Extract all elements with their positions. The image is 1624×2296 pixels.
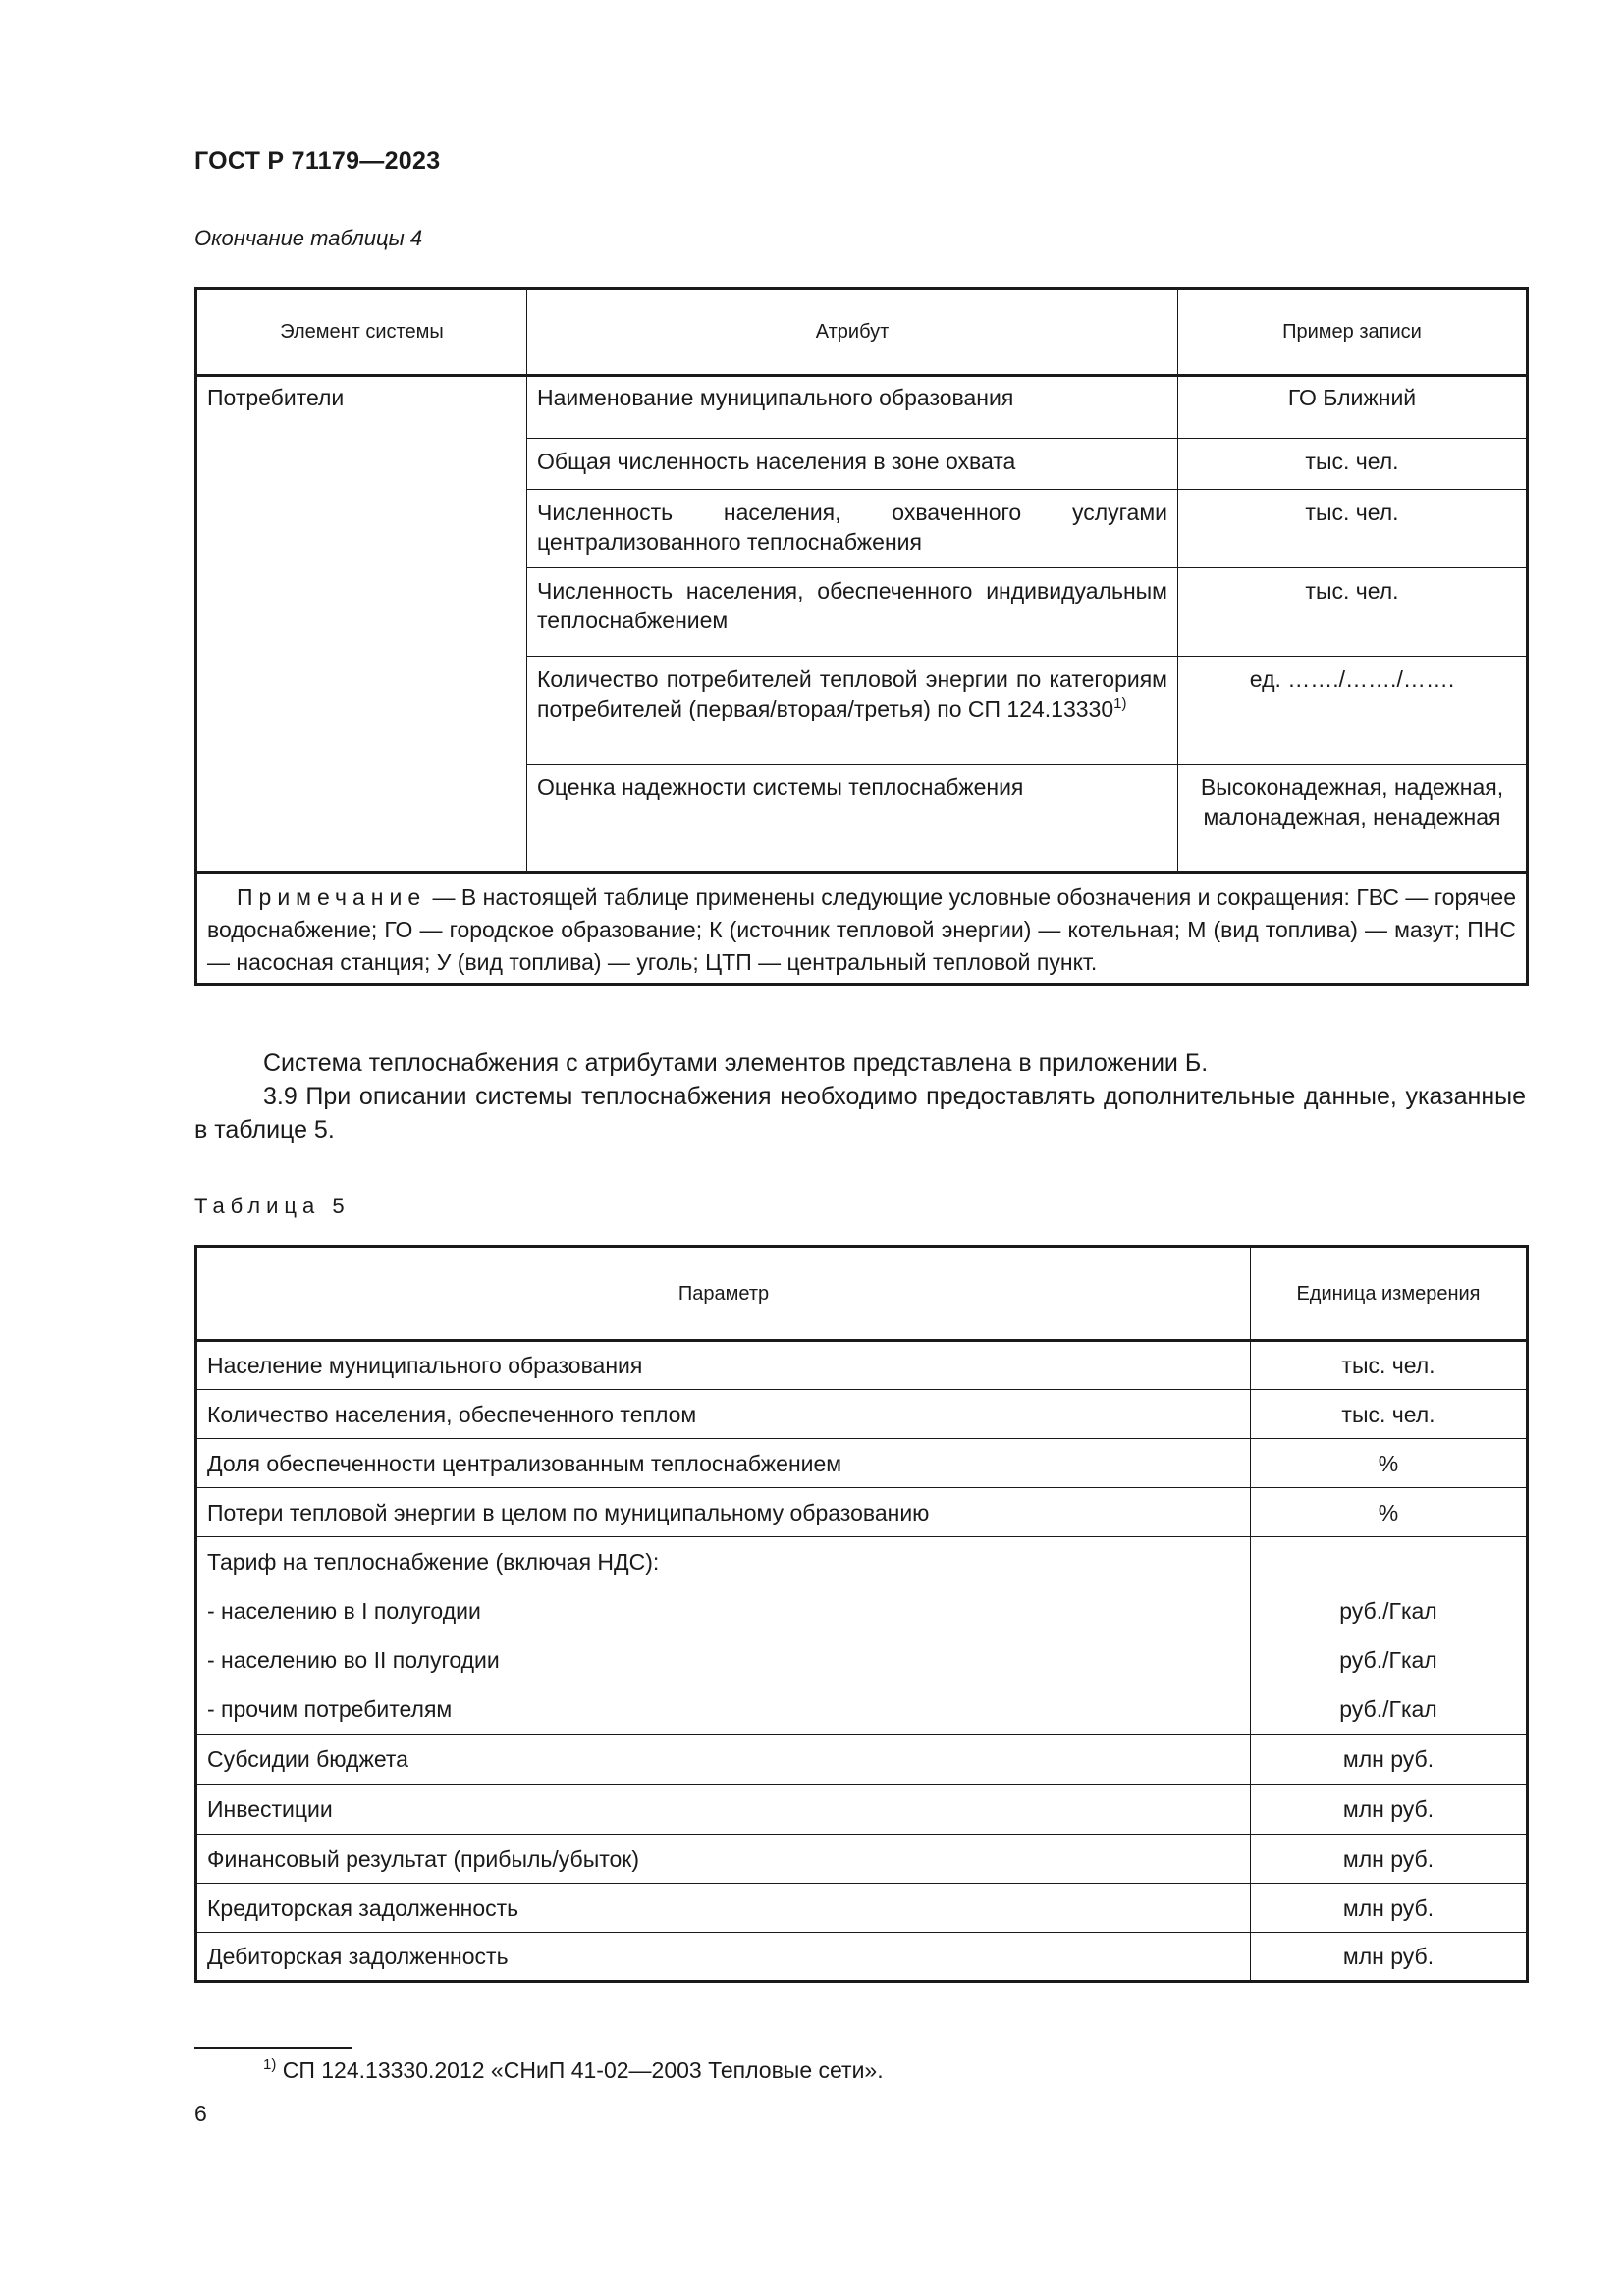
- attribute-text: Количество потребителей тепловой энергии по категориям потребителей (первая/вторая/третья) по СП 124.13330: [537, 667, 1167, 721]
- note-label: Примечание: [237, 884, 427, 910]
- paragraph: Система теплоснабжения с атрибутами элементов представлена в приложении Б.: [263, 1049, 1209, 1077]
- table-row: [196, 1341, 1528, 1390]
- footnote-divider: [194, 2047, 352, 2049]
- footnote-marker: 1): [263, 2056, 277, 2073]
- table-row: [196, 1488, 1528, 1537]
- footnote: [263, 2057, 884, 2084]
- tariff-item: - населению во II полугодии: [207, 1647, 500, 1673]
- unit-cell: млн руб.: [1251, 1884, 1528, 1933]
- unit-cell: млн руб.: [1251, 1785, 1528, 1835]
- attribute-cell: Наименование муниципального образования: [527, 376, 1178, 439]
- example-cell: ГО Ближний: [1178, 376, 1528, 439]
- param-cell: Количество населения, обеспеченного теплом: [196, 1390, 1251, 1439]
- unit-cell: тыс. чел.: [1251, 1390, 1528, 1439]
- unit-cell: %: [1251, 1488, 1528, 1537]
- tariff-title: Тариф на теплоснабжение (включая НДС):: [207, 1549, 660, 1575]
- tariff-unit-blank: [1261, 1537, 1516, 1586]
- table-row: [196, 1933, 1528, 1982]
- tariff-item: - населению в I полугодии: [207, 1598, 481, 1624]
- attribute-cell: Оценка надежности системы теплоснабжения: [527, 765, 1178, 873]
- attribute-cell: [527, 657, 1178, 765]
- unit-cell: %: [1251, 1439, 1528, 1488]
- body-text: [194, 1046, 1526, 1147]
- header-cell: Параметр: [196, 1247, 1251, 1341]
- unit-cell: тыс. чел.: [1251, 1341, 1528, 1390]
- table-header-row: [196, 289, 1528, 376]
- param-cell: Дебиторская задолженность: [196, 1933, 1251, 1982]
- element-cell: Потребители: [196, 376, 527, 873]
- tariff-item: - прочим потребителям: [207, 1696, 453, 1722]
- document-code: ГОСТ Р 71179—2023: [194, 147, 441, 175]
- footnote-text: СП 124.13330.2012 «СНиП 41-02—2003 Тепловые сети».: [276, 2057, 884, 2083]
- table-row: [196, 1884, 1528, 1933]
- unit-cell: млн руб.: [1251, 1835, 1528, 1884]
- example-cell: тыс. чел.: [1178, 439, 1528, 490]
- param-cell: Финансовый результат (прибыль/убыток): [196, 1835, 1251, 1884]
- example-cell: Высоконадежная, надежная, малонадежная, ненадежная: [1178, 765, 1528, 873]
- attribute-cell: Численность населения, охваченного услугами централизованного теплоснабжения: [527, 490, 1178, 568]
- header-cell: Атрибут: [527, 289, 1178, 376]
- table-continuation-caption: Окончание таблицы 4: [194, 226, 423, 250]
- example-cell: тыс. чел.: [1178, 490, 1528, 568]
- note-text: — В настоящей таблице применены следующие условные обозначения и сокращения: ГВС — горячее водоснабжение; ГО — городское образование; К (источник тепловой энергии) — котельная; М (вид топлива) — мазут; ПНС — насосная станция; У (вид топлива) — уголь; ЦТП — центральный тепловой пункт.: [207, 884, 1516, 975]
- header-cell: Пример записи: [1178, 289, 1528, 376]
- tariff-unit-cell: [1251, 1537, 1528, 1735]
- table-row: [196, 1390, 1528, 1439]
- param-cell: Население муниципального образования: [196, 1341, 1251, 1390]
- table-5: [194, 1245, 1529, 1983]
- example-cell: ед. ……./……./…….: [1178, 657, 1528, 765]
- note-row: [196, 873, 1528, 985]
- table-row: [196, 1735, 1528, 1785]
- tariff-unit: руб./Гкал: [1339, 1598, 1437, 1624]
- table-row: [196, 376, 1528, 439]
- tariff-unit: руб./Гкал: [1339, 1647, 1437, 1673]
- param-cell: Потери тепловой энергии в целом по муниципальному образованию: [196, 1488, 1251, 1537]
- tariff-row: [196, 1537, 1528, 1735]
- footnote-ref: 1): [1113, 695, 1127, 712]
- table-4: [194, 287, 1529, 986]
- paragraph: 3.9 При описании системы теплоснабжения необходимо предоставлять дополнительные данные, указанные в таблице 5.: [194, 1083, 1526, 1144]
- table-row: [196, 1785, 1528, 1835]
- tariff-param-cell: [196, 1537, 1251, 1735]
- header-cell: Элемент системы: [196, 289, 527, 376]
- note-cell: [196, 873, 1528, 985]
- param-cell: Субсидии бюджета: [196, 1735, 1251, 1785]
- header-cell: Единица измерения: [1251, 1247, 1528, 1341]
- unit-cell: млн руб.: [1251, 1735, 1528, 1785]
- attribute-cell: Общая численность населения в зоне охвата: [527, 439, 1178, 490]
- param-cell: Доля обеспеченности централизованным теплоснабжением: [196, 1439, 1251, 1488]
- page-number: 6: [194, 2101, 207, 2126]
- example-cell: тыс. чел.: [1178, 568, 1528, 657]
- table-row: [196, 1835, 1528, 1884]
- param-cell: Инвестиции: [196, 1785, 1251, 1835]
- tariff-unit: руб./Гкал: [1339, 1696, 1437, 1722]
- param-cell: Кредиторская задолженность: [196, 1884, 1251, 1933]
- unit-cell: млн руб.: [1251, 1933, 1528, 1982]
- attribute-cell: Численность населения, обеспеченного индивидуальным теплоснабжением: [527, 568, 1178, 657]
- table-header-row: [196, 1247, 1528, 1341]
- table-row: [196, 1439, 1528, 1488]
- table-caption: Таблица 5: [194, 1194, 351, 1218]
